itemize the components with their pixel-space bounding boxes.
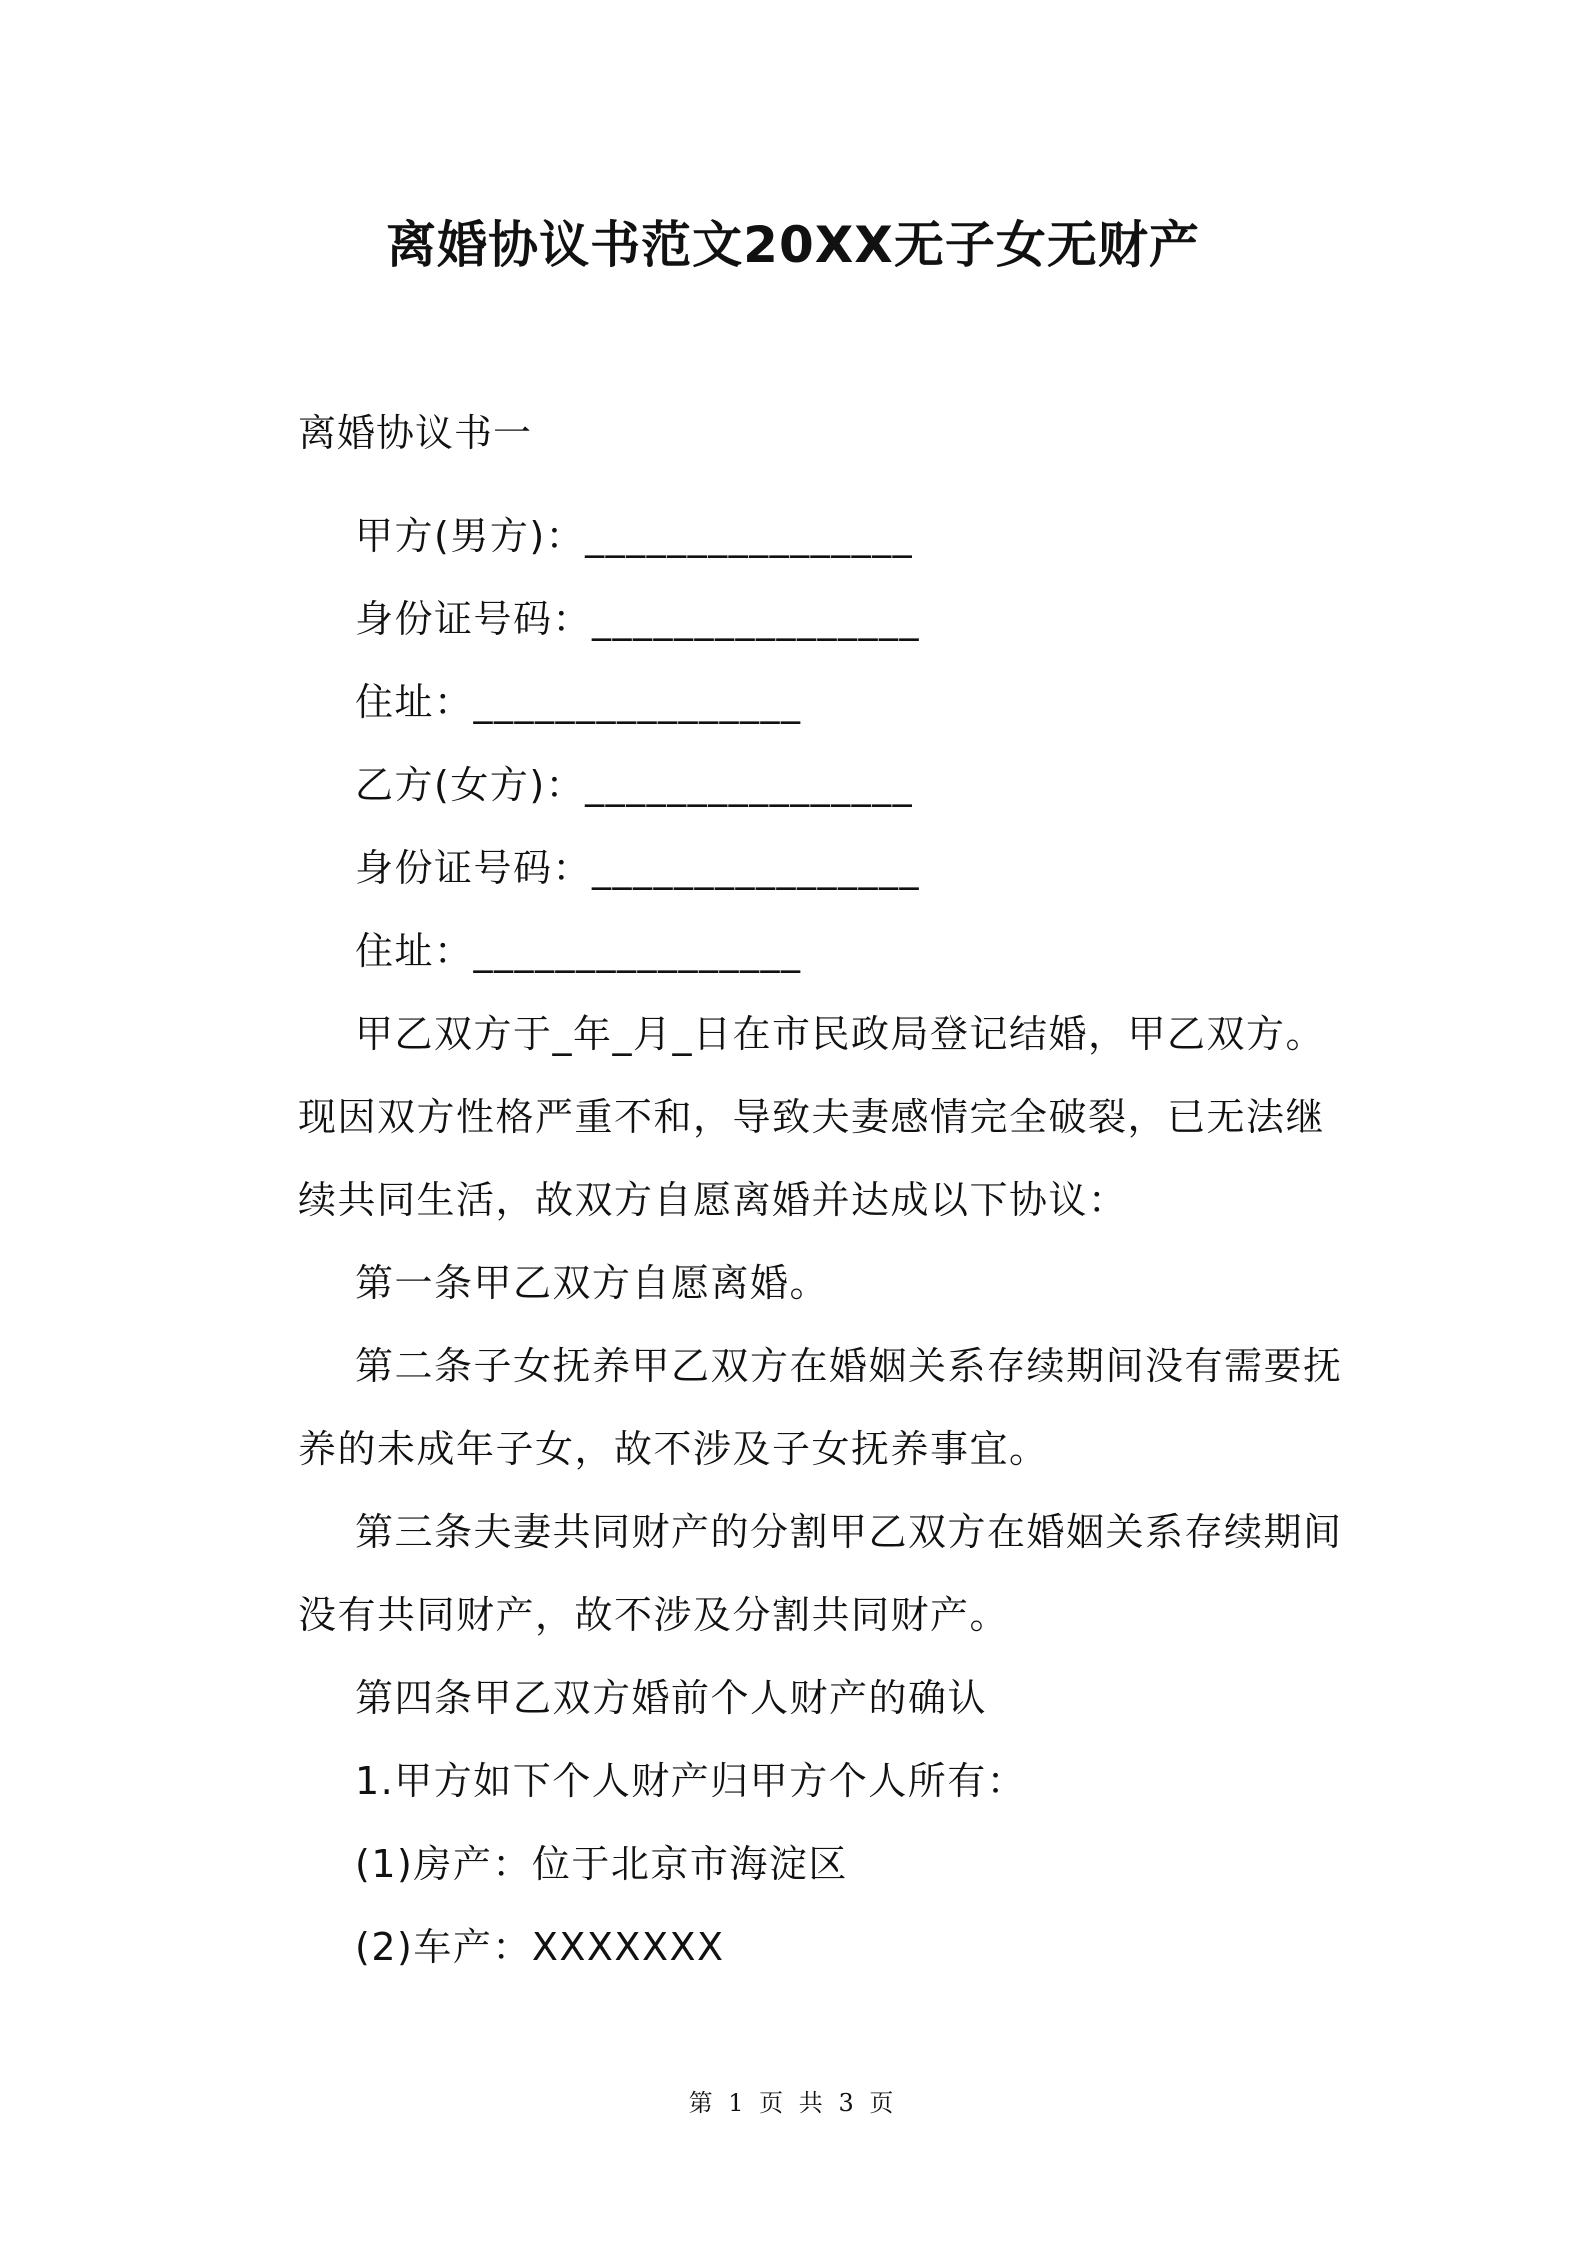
- article-4-paragraph: 第四条甲乙双方婚前个人财产的确认: [355, 1676, 988, 1720]
- party-b-address-line: 住址：________________: [355, 929, 802, 973]
- article-2-paragraph: 第二条子女抚养甲乙双方在婚姻关系存续期间没有需要抚养的未成年子女，故不涉及子女抚养事宜。: [298, 1344, 1343, 1471]
- article-1-paragraph: 第一条甲乙双方自愿离婚。: [355, 1261, 830, 1305]
- article-4-item-1: 1.甲方如下个人财产归甲方个人所有：: [355, 1759, 1027, 1803]
- page-footer: 第 1 页 共 3 页: [688, 2089, 898, 2117]
- article-4-item-1-house: (1)房产：位于北京市海淀区: [355, 1842, 848, 1886]
- party-a-address-line: 住址：________________: [355, 680, 802, 724]
- document-body: [298, 495, 1358, 1989]
- party-a-name-line: 甲方(男方)：________________: [355, 514, 914, 558]
- document-subtitle: 离婚协议书一: [298, 411, 533, 455]
- article-4-item-1-car: (2)车产：XXXXXXX: [355, 1925, 725, 1969]
- party-a-id-line: 身份证号码：________________: [355, 597, 921, 641]
- document-title: 离婚协议书范文20XX无子女无财产: [386, 216, 1200, 274]
- party-b-name-line: 乙方(女方)：________________: [355, 763, 914, 807]
- party-b-id-line: 身份证号码：________________: [355, 846, 921, 890]
- article-3-paragraph: 第三条夫妻共同财产的分割甲乙双方在婚姻关系存续期间没有共同财产，故不涉及分割共同财产。: [298, 1510, 1343, 1637]
- preamble-paragraph: 甲乙双方于_年_月_日在市民政局登记结婚，甲乙双方。现因双方性格严重不和，导致夫妻感情完全破裂，已无法继续共同生活，故双方自愿离婚并达成以下协议：: [298, 1012, 1326, 1222]
